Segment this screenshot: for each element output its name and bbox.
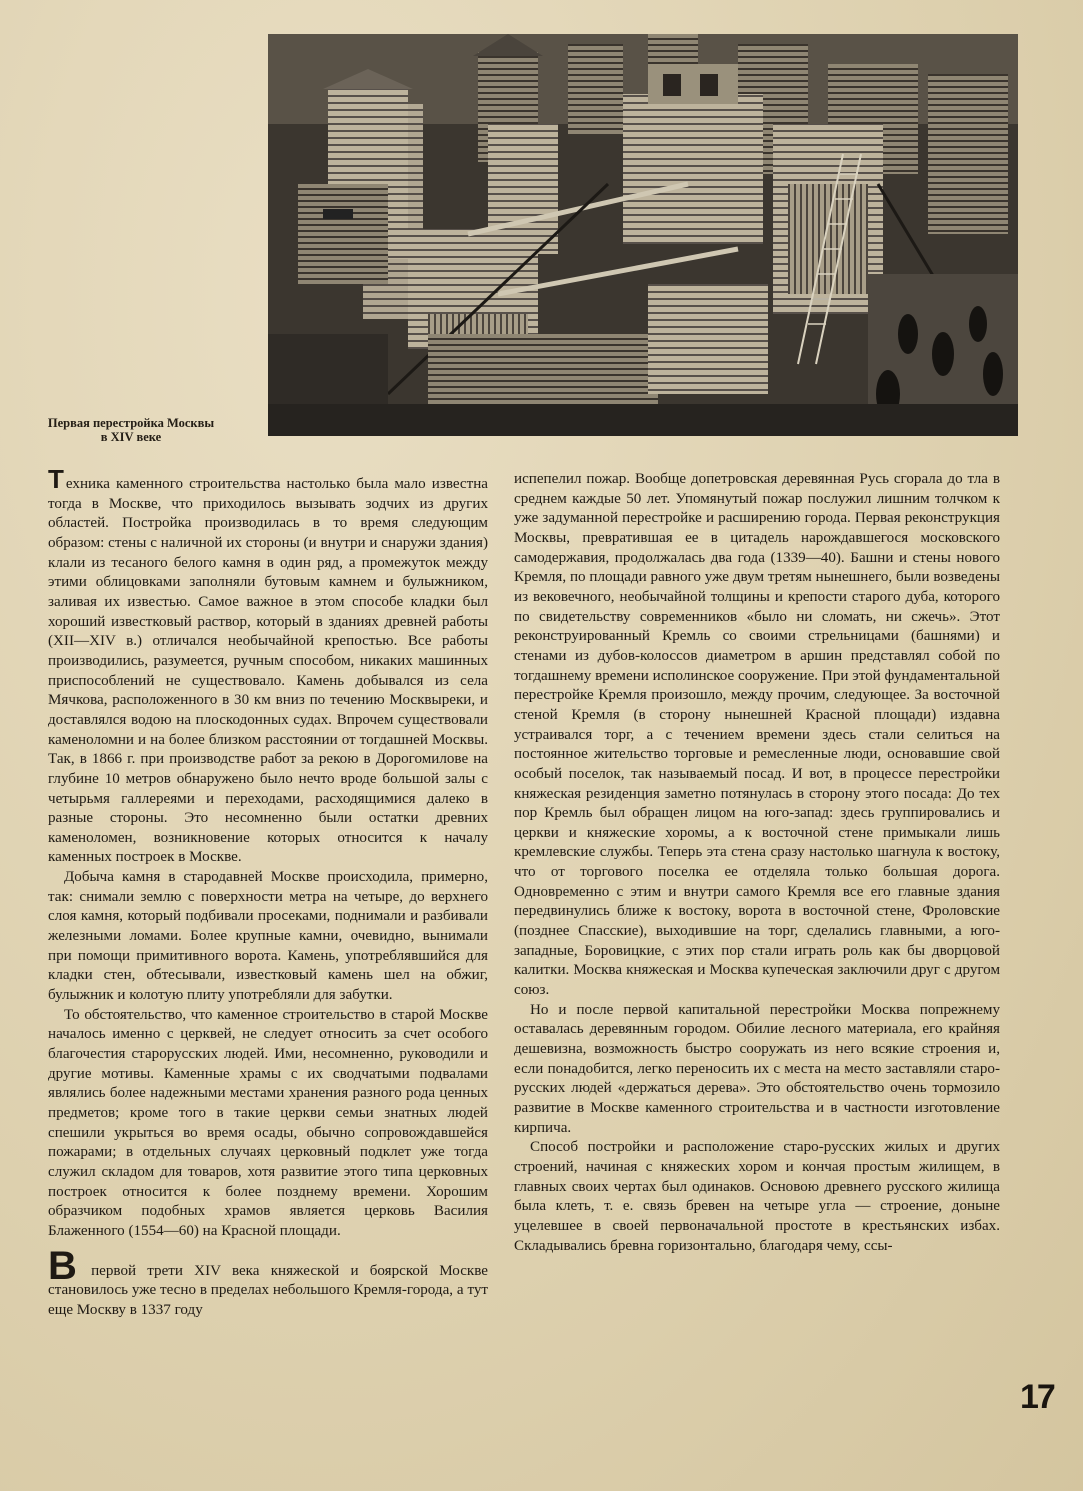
left-column [48, 464, 488, 1321]
figure-caption [18, 416, 244, 444]
page-number: 17 [1020, 1378, 1054, 1416]
paragraph [48, 464, 488, 868]
paragraph [48, 1243, 488, 1321]
paragraph: Способ постройки и расположение старо-русских жилых и других строений, начиная с княжеских хором и кончая простым жилищем, в главных своих чертах был одинаков. Основою древнего русского жилища была клеть, т. е. связь бревен на четыре угла — строение, доныне уцелевшее в своей первоначальной простоте в крестьянских избах. Складывались бревна горизонтально, благодаря чему, ссы- [514, 1139, 1000, 1254]
paragraph: То обстоятельство, что каменное строительство в старой Москве началось именно с церквей, не следует относить за счет особого благочестия старорусских людей. Ими, несомненно, руководили и другие мотивы. Каменные храмы с их сводчатыми подвалами являлись более надежными местами хранения разного рода ценных предметов; кроме того в такие церкви семьи знатных людей спешили укрыться во время осады, обычно сопровождавшейся пожарами; в отдельных случаях церковный подклет уже тогда служил складом для товаров, хотя развитие этого типа церковных построек относится к более позднему времени. Хорошим образчиком подобных храмов является церковь Василия Блаженного (1554—60) на Красной площади. [48, 1006, 488, 1239]
caption-line-2: в XIV веке [100, 430, 162, 444]
paragraph: Добыча камня в стародавней Москве происходила, примерно, так: снимали землю с поверхности метра на четыре, до верхнего слоя камня, который подбивали просеками, поднимали и разбивали железными ломами. Более крупные камни, очевидно, вынимали при помощи примитивного ворота. Камень, употреблявшийся для кладки стен, обтесывали, известковый камень шел на обжиг, булыжник и колотую плиту употребляли для забутки. [48, 869, 488, 1004]
paragraph: Но и после первой капитальной перестройки Москва попрежнему оставалась деревянным городом. Обилие лесного материала, его крайняя дешевизна, возможность быстро сооружать из него всякие строения и, если понадобится, легко переносить их с места на место заставляли старо-русских людей «держаться дерева». Это обстоятельство очень тормозило развитие в Москве каменного строительства и в частности изготовление кирпича. [514, 1001, 1000, 1136]
drop-cap: Т [48, 464, 64, 494]
paragraph: испепелил пожар. Вообще допетровская деревянная Русь сгорала до тла в среднем каждые 50 лет. Упомянутый пожар послужил лишним толчком к уже задуманной перестройке и расширению города. Первая реконструкция Москвы, превратившая ее в цитадель нарождавшегося московского самодержавия, продолжалась два года (1339—40). Башни и стены нового Кремля, по площади равного уже двум третям нынешнего, были возведены из вековечного, необычайной толщины и крепости старого дуба, которого по свидетельству современников «было ни сломать, ни сжечь». Этот реконструированный Кремль со своими стрельницами (башнями) и стенами из дубов-колоссов диаметром в аршин представлял собой по тогдашнему времени исполинское сооружение. При этой фундаментальной перестройке Кремля произошло, между прочим, следующее. За восточной стеной Кремля (в сторону нынешней Красной площади) издавна устраивался торг, а с течением времени здесь стали селиться на постоянное жительство торговые и ремесленные люди, основавшие свой особый поселок, так называемый посад. И вот, в процессе перестройки княжеская резиденция заметно потянулась в сторону этого посада: До тех пор Кремль был обращен лицом на юго-запад: здесь группировались и церкви и княжеские хоромы, а к восточной стене примыкали лишь кремлевские службы. Теперь эта стена сразу настолько шагнула к востоку, что от торгового поселка ее отделяла только большая дорога. Одновременно с этим и внутри самого Кремля все его главные здания передвинулись ближе к востоку, ворота в восточной стене, Фроловские (позднее Спасские), выходившие на торг, сделались главными, а юго-западные, Боровицкие, с этих пор стали играть роль как бы дворцовой калитки. Москва княжеская и Москва купеческая заключили друг с другом союз. [514, 471, 1000, 999]
paragraph-text: первой трети XIV века княжеской и боярской Москве становилось уже тесно в пределах небольшого Кремля-города, а тут еще Москву в 1337 году [48, 1262, 488, 1318]
kremlin-reconstruction-illustration [268, 34, 1018, 436]
drop-cap: В [48, 1243, 77, 1288]
right-column [514, 470, 1000, 1256]
paragraph-text: ехника каменного строительства настолько была мало известна тогда в Москве, что приходилось вызывать зодчих из других областей. Постройка производилась в то время следующим образом: стены с наличной их стороны (и внутри и снаружи здания) клали из тесаного белого камня в один ряд, а промежуток между этими облицовками заполняли бутовым камнем и булыжником, заливая их известью. Самое важное в этом способе кладки был хороший известковый раствор, который в зданиях древней работы (XII—XIV в.) отличался необычайной крепостью. Все работы производились, разумеется, ручным способом, никаких машинных приспособлений не существовало. Камень добывался из села Мячкова, расположенного в 30 км вниз по течению Москвыреки, и доставлялся водою на плоскодонных судах. Впрочем существовали каменоломни и на более близком расстоянии от тогдашней Москвы. Так, в 1866 г. при производстве работ за рекою в Дорогомилове на глубине 10 метров обнаружено было нечто вроде большой залы с четырьмя галлереями и переходами, расходящимися далеко в разные стороны. Это несомненно были остатки древних каменоломен, возникновение которых относится к началу каменных построек в Москве. [48, 476, 488, 866]
caption-line-1: Первая перестройка Москвы [47, 416, 215, 430]
